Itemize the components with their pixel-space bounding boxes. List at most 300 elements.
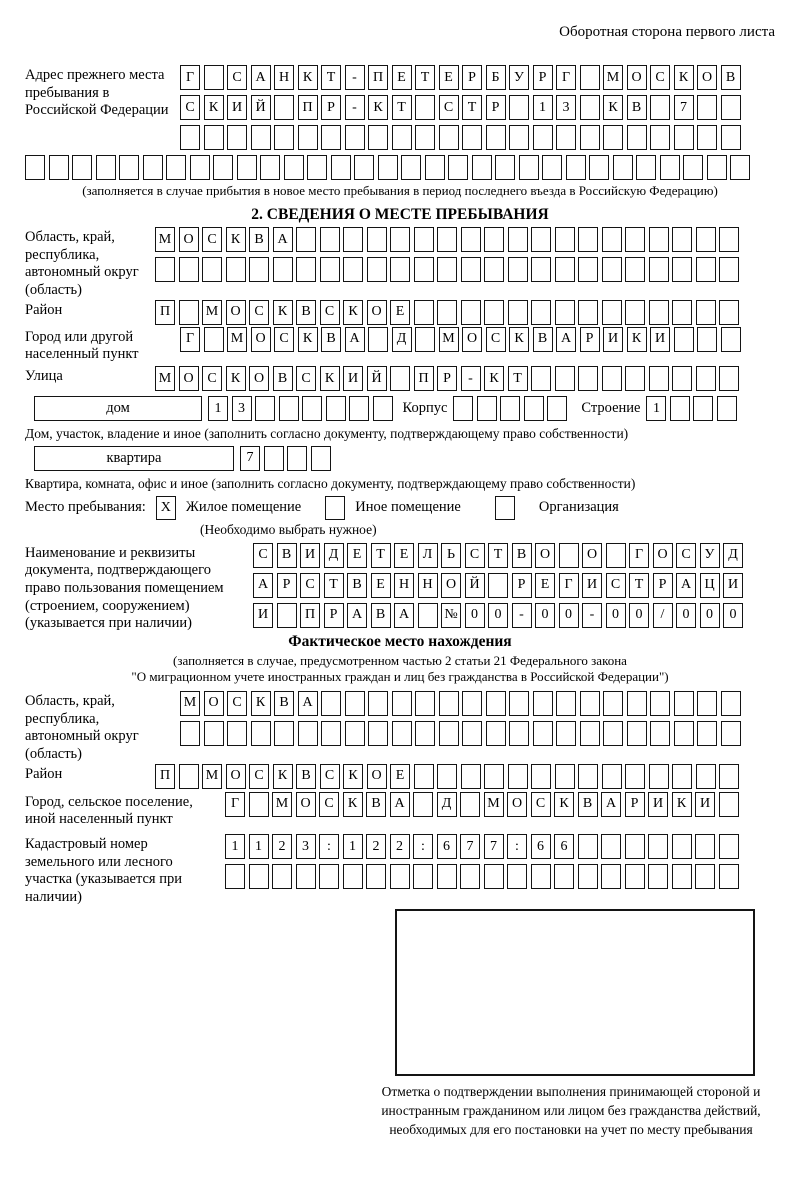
- char-cell[interactable]: [414, 764, 434, 789]
- char-cell[interactable]: [368, 721, 388, 746]
- char-cell[interactable]: [415, 327, 435, 352]
- char-cell[interactable]: [672, 300, 692, 325]
- char-cell[interactable]: [672, 764, 692, 789]
- char-cell[interactable]: [437, 300, 457, 325]
- char-cell[interactable]: [555, 300, 575, 325]
- char-cell[interactable]: В: [296, 300, 316, 325]
- char-cell[interactable]: [249, 792, 269, 817]
- char-cell[interactable]: [625, 834, 645, 859]
- char-cell[interactable]: Р: [533, 65, 553, 90]
- char-cell[interactable]: 0: [676, 603, 696, 628]
- char-cell[interactable]: [484, 864, 504, 889]
- char-cell[interactable]: [578, 864, 598, 889]
- char-cell[interactable]: [672, 864, 692, 889]
- char-cell[interactable]: И: [648, 792, 668, 817]
- char-cell[interactable]: [719, 366, 739, 391]
- char-cell[interactable]: [672, 257, 692, 282]
- char-cell[interactable]: [415, 721, 435, 746]
- char-cell[interactable]: 7: [460, 834, 480, 859]
- char-cell[interactable]: 0: [629, 603, 649, 628]
- char-cell[interactable]: [414, 227, 434, 252]
- char-cell[interactable]: [367, 227, 387, 252]
- char-cell[interactable]: К: [320, 366, 340, 391]
- char-cell[interactable]: [166, 155, 186, 180]
- char-cell[interactable]: Е: [535, 573, 555, 598]
- char-cell[interactable]: [179, 257, 199, 282]
- char-cell[interactable]: 3: [556, 95, 576, 120]
- char-cell[interactable]: [580, 65, 600, 90]
- char-cell[interactable]: [320, 227, 340, 252]
- char-cell[interactable]: О: [226, 300, 246, 325]
- char-cell[interactable]: [204, 721, 224, 746]
- char-cell[interactable]: [625, 300, 645, 325]
- char-cell[interactable]: [439, 721, 459, 746]
- char-cell[interactable]: [249, 864, 269, 889]
- char-cell[interactable]: [719, 864, 739, 889]
- char-cell[interactable]: [462, 691, 482, 716]
- char-cell[interactable]: В: [721, 65, 741, 90]
- char-cell[interactable]: [204, 65, 224, 90]
- char-cell[interactable]: [555, 366, 575, 391]
- char-cell[interactable]: К: [226, 227, 246, 252]
- char-cell[interactable]: [413, 792, 433, 817]
- char-cell[interactable]: С: [249, 300, 269, 325]
- char-cell[interactable]: С: [320, 300, 340, 325]
- char-cell[interactable]: -: [345, 95, 365, 120]
- char-cell[interactable]: Д: [723, 543, 743, 568]
- char-cell[interactable]: [580, 721, 600, 746]
- char-cell[interactable]: [484, 300, 504, 325]
- char-cell[interactable]: М: [439, 327, 459, 352]
- char-cell[interactable]: [672, 366, 692, 391]
- char-cell[interactable]: Г: [180, 65, 200, 90]
- char-cell[interactable]: Е: [390, 764, 410, 789]
- char-cell[interactable]: [143, 155, 163, 180]
- char-cell[interactable]: [437, 764, 457, 789]
- char-cell[interactable]: И: [650, 327, 670, 352]
- char-cell[interactable]: О: [507, 792, 527, 817]
- char-cell[interactable]: [555, 227, 575, 252]
- char-cell[interactable]: [461, 227, 481, 252]
- char-cell[interactable]: Т: [629, 573, 649, 598]
- char-cell[interactable]: [721, 721, 741, 746]
- char-cell[interactable]: [354, 155, 374, 180]
- char-cell[interactable]: [390, 257, 410, 282]
- char-cell[interactable]: Р: [437, 366, 457, 391]
- char-cell[interactable]: В: [533, 327, 553, 352]
- residence-checkbox-zhiloe[interactable]: X: [156, 496, 176, 520]
- char-cell[interactable]: Г: [559, 573, 579, 598]
- char-cell[interactable]: Е: [347, 543, 367, 568]
- char-cell[interactable]: [472, 155, 492, 180]
- char-cell[interactable]: М: [603, 65, 623, 90]
- char-cell[interactable]: [509, 691, 529, 716]
- char-cell[interactable]: [531, 257, 551, 282]
- char-cell[interactable]: [556, 125, 576, 150]
- char-cell[interactable]: [603, 691, 623, 716]
- char-cell[interactable]: [392, 691, 412, 716]
- char-cell[interactable]: [625, 227, 645, 252]
- char-cell[interactable]: А: [390, 792, 410, 817]
- char-cell[interactable]: [366, 864, 386, 889]
- char-cell[interactable]: 7: [674, 95, 694, 120]
- char-cell[interactable]: [413, 864, 433, 889]
- char-cell[interactable]: Р: [324, 603, 344, 628]
- char-cell[interactable]: 0: [559, 603, 579, 628]
- char-cell[interactable]: К: [674, 65, 694, 90]
- char-cell[interactable]: [274, 95, 294, 120]
- char-cell[interactable]: В: [296, 764, 316, 789]
- char-cell[interactable]: С: [650, 65, 670, 90]
- char-cell[interactable]: М: [155, 366, 175, 391]
- char-cell[interactable]: [625, 864, 645, 889]
- char-cell[interactable]: А: [347, 603, 367, 628]
- char-cell[interactable]: -: [345, 65, 365, 90]
- char-cell[interactable]: А: [556, 327, 576, 352]
- residence-checkbox-inoe[interactable]: [325, 496, 345, 520]
- char-cell[interactable]: [179, 300, 199, 325]
- char-cell[interactable]: [648, 864, 668, 889]
- char-cell[interactable]: [578, 227, 598, 252]
- char-cell[interactable]: [461, 300, 481, 325]
- char-cell[interactable]: О: [653, 543, 673, 568]
- char-cell[interactable]: [649, 764, 669, 789]
- char-cell[interactable]: Е: [439, 65, 459, 90]
- char-cell[interactable]: Б: [486, 65, 506, 90]
- char-cell[interactable]: [672, 227, 692, 252]
- char-cell[interactable]: И: [227, 95, 247, 120]
- char-cell[interactable]: [719, 300, 739, 325]
- char-cell[interactable]: [578, 834, 598, 859]
- char-cell[interactable]: [625, 764, 645, 789]
- char-cell[interactable]: [555, 257, 575, 282]
- char-cell[interactable]: И: [582, 573, 602, 598]
- char-cell[interactable]: Е: [392, 65, 412, 90]
- char-cell[interactable]: Т: [321, 65, 341, 90]
- char-cell[interactable]: [719, 792, 739, 817]
- char-cell[interactable]: [484, 257, 504, 282]
- char-cell[interactable]: П: [414, 366, 434, 391]
- char-cell[interactable]: К: [554, 792, 574, 817]
- char-cell[interactable]: К: [226, 366, 246, 391]
- char-cell[interactable]: [602, 300, 622, 325]
- char-cell[interactable]: В: [273, 366, 293, 391]
- char-cell[interactable]: Л: [418, 543, 438, 568]
- char-cell[interactable]: Й: [251, 95, 271, 120]
- char-cell[interactable]: [531, 764, 551, 789]
- char-cell[interactable]: О: [367, 300, 387, 325]
- char-cell[interactable]: [437, 864, 457, 889]
- char-cell[interactable]: [486, 125, 506, 150]
- char-cell[interactable]: О: [367, 764, 387, 789]
- char-cell[interactable]: [319, 864, 339, 889]
- char-cell[interactable]: [674, 327, 694, 352]
- char-cell[interactable]: [589, 155, 609, 180]
- char-cell[interactable]: И: [300, 543, 320, 568]
- char-cell[interactable]: [696, 257, 716, 282]
- char-cell[interactable]: [683, 155, 703, 180]
- char-cell[interactable]: [649, 300, 669, 325]
- char-cell[interactable]: [484, 227, 504, 252]
- char-cell[interactable]: [25, 155, 45, 180]
- char-cell[interactable]: Н: [274, 65, 294, 90]
- char-cell[interactable]: Й: [465, 573, 485, 598]
- char-cell[interactable]: [533, 691, 553, 716]
- char-cell[interactable]: О: [535, 543, 555, 568]
- char-cell[interactable]: [298, 125, 318, 150]
- char-cell[interactable]: [719, 227, 739, 252]
- char-cell[interactable]: Т: [392, 95, 412, 120]
- char-cell[interactable]: [660, 155, 680, 180]
- char-cell[interactable]: [437, 257, 457, 282]
- char-cell[interactable]: [343, 227, 363, 252]
- char-cell[interactable]: Д: [437, 792, 457, 817]
- char-cell[interactable]: Й: [367, 366, 387, 391]
- char-cell[interactable]: [508, 257, 528, 282]
- char-cell[interactable]: 3: [296, 834, 316, 859]
- char-cell[interactable]: 6: [437, 834, 457, 859]
- char-cell[interactable]: [274, 721, 294, 746]
- char-cell[interactable]: [180, 721, 200, 746]
- char-cell[interactable]: [533, 721, 553, 746]
- char-cell[interactable]: Т: [324, 573, 344, 598]
- char-cell[interactable]: 3: [232, 396, 252, 421]
- char-cell[interactable]: [296, 227, 316, 252]
- char-cell[interactable]: К: [368, 95, 388, 120]
- char-cell[interactable]: [273, 257, 293, 282]
- char-cell[interactable]: [190, 155, 210, 180]
- char-cell[interactable]: 1: [646, 396, 666, 421]
- char-cell[interactable]: [49, 155, 69, 180]
- char-cell[interactable]: :: [319, 834, 339, 859]
- char-cell[interactable]: Н: [418, 573, 438, 598]
- char-cell[interactable]: [251, 721, 271, 746]
- char-cell[interactable]: [349, 396, 369, 421]
- char-cell[interactable]: П: [368, 65, 388, 90]
- char-cell[interactable]: [392, 721, 412, 746]
- char-cell[interactable]: [461, 257, 481, 282]
- char-cell[interactable]: А: [251, 65, 271, 90]
- char-cell[interactable]: И: [695, 792, 715, 817]
- char-cell[interactable]: [390, 864, 410, 889]
- char-cell[interactable]: [603, 721, 623, 746]
- char-cell[interactable]: [508, 300, 528, 325]
- char-cell[interactable]: П: [298, 95, 318, 120]
- char-cell[interactable]: Е: [371, 573, 391, 598]
- char-cell[interactable]: [697, 125, 717, 150]
- char-cell[interactable]: [462, 125, 482, 150]
- char-cell[interactable]: [390, 366, 410, 391]
- char-cell[interactable]: Ц: [700, 573, 720, 598]
- char-cell[interactable]: С: [531, 792, 551, 817]
- char-cell[interactable]: [462, 721, 482, 746]
- char-cell[interactable]: Т: [488, 543, 508, 568]
- char-cell[interactable]: [719, 257, 739, 282]
- char-cell[interactable]: [578, 366, 598, 391]
- char-cell[interactable]: [320, 257, 340, 282]
- char-cell[interactable]: [414, 300, 434, 325]
- char-cell[interactable]: С: [202, 366, 222, 391]
- char-cell[interactable]: [696, 227, 716, 252]
- char-cell[interactable]: 7: [484, 834, 504, 859]
- char-cell[interactable]: [204, 125, 224, 150]
- char-cell[interactable]: [721, 125, 741, 150]
- char-cell[interactable]: [721, 95, 741, 120]
- char-cell[interactable]: Р: [462, 65, 482, 90]
- char-cell[interactable]: О: [296, 792, 316, 817]
- char-cell[interactable]: 2: [272, 834, 292, 859]
- char-cell[interactable]: [415, 125, 435, 150]
- char-cell[interactable]: 1: [343, 834, 363, 859]
- char-cell[interactable]: [227, 721, 247, 746]
- char-cell[interactable]: Н: [394, 573, 414, 598]
- char-cell[interactable]: Р: [321, 95, 341, 120]
- char-cell[interactable]: [180, 125, 200, 150]
- char-cell[interactable]: [531, 366, 551, 391]
- char-cell[interactable]: В: [578, 792, 598, 817]
- char-cell[interactable]: [697, 95, 717, 120]
- char-cell[interactable]: [418, 603, 438, 628]
- char-cell[interactable]: [602, 366, 622, 391]
- char-cell[interactable]: С: [274, 327, 294, 352]
- char-cell[interactable]: С: [676, 543, 696, 568]
- char-cell[interactable]: Д: [324, 543, 344, 568]
- char-cell[interactable]: В: [274, 691, 294, 716]
- char-cell[interactable]: О: [441, 573, 461, 598]
- char-cell[interactable]: [345, 125, 365, 150]
- char-cell[interactable]: Д: [392, 327, 412, 352]
- char-cell[interactable]: С: [253, 543, 273, 568]
- char-cell[interactable]: [415, 95, 435, 120]
- char-cell[interactable]: М: [202, 764, 222, 789]
- char-cell[interactable]: Г: [225, 792, 245, 817]
- char-cell[interactable]: О: [251, 327, 271, 352]
- char-cell[interactable]: [649, 366, 669, 391]
- char-cell[interactable]: А: [345, 327, 365, 352]
- char-cell[interactable]: 2: [390, 834, 410, 859]
- char-cell[interactable]: [542, 155, 562, 180]
- char-cell[interactable]: П: [300, 603, 320, 628]
- char-cell[interactable]: О: [627, 65, 647, 90]
- char-cell[interactable]: [649, 227, 669, 252]
- char-cell[interactable]: У: [700, 543, 720, 568]
- char-cell[interactable]: [486, 691, 506, 716]
- char-cell[interactable]: [284, 155, 304, 180]
- char-cell[interactable]: [508, 764, 528, 789]
- char-cell[interactable]: [674, 721, 694, 746]
- char-cell[interactable]: [237, 155, 257, 180]
- char-cell[interactable]: [260, 155, 280, 180]
- char-cell[interactable]: [204, 327, 224, 352]
- char-cell[interactable]: [368, 125, 388, 150]
- char-cell[interactable]: [495, 155, 515, 180]
- char-cell[interactable]: [202, 257, 222, 282]
- char-cell[interactable]: К: [298, 65, 318, 90]
- char-cell[interactable]: А: [253, 573, 273, 598]
- char-cell[interactable]: О: [582, 543, 602, 568]
- char-cell[interactable]: С: [606, 573, 626, 598]
- char-cell[interactable]: П: [155, 764, 175, 789]
- char-cell[interactable]: Г: [556, 65, 576, 90]
- char-cell[interactable]: [414, 257, 434, 282]
- char-cell[interactable]: [439, 691, 459, 716]
- char-cell[interactable]: [674, 691, 694, 716]
- char-cell[interactable]: [580, 691, 600, 716]
- char-cell[interactable]: К: [672, 792, 692, 817]
- char-cell[interactable]: [507, 864, 527, 889]
- char-cell[interactable]: И: [343, 366, 363, 391]
- char-cell[interactable]: [531, 227, 551, 252]
- char-cell[interactable]: 1: [208, 396, 228, 421]
- char-cell[interactable]: К: [273, 300, 293, 325]
- char-cell[interactable]: М: [180, 691, 200, 716]
- char-cell[interactable]: [602, 764, 622, 789]
- char-cell[interactable]: [453, 396, 473, 421]
- char-cell[interactable]: [730, 155, 750, 180]
- char-cell[interactable]: М: [272, 792, 292, 817]
- char-cell[interactable]: [721, 691, 741, 716]
- char-cell[interactable]: [509, 125, 529, 150]
- char-cell[interactable]: В: [249, 227, 269, 252]
- char-cell[interactable]: С: [439, 95, 459, 120]
- char-cell[interactable]: С: [300, 573, 320, 598]
- char-cell[interactable]: [613, 155, 633, 180]
- char-cell[interactable]: [272, 864, 292, 889]
- char-cell[interactable]: [368, 691, 388, 716]
- char-cell[interactable]: [670, 396, 690, 421]
- char-cell[interactable]: [307, 155, 327, 180]
- char-cell[interactable]: И: [253, 603, 273, 628]
- char-cell[interactable]: [601, 834, 621, 859]
- char-cell[interactable]: [461, 764, 481, 789]
- char-cell[interactable]: [500, 396, 520, 421]
- char-cell[interactable]: Г: [180, 327, 200, 352]
- char-cell[interactable]: В: [347, 573, 367, 598]
- char-cell[interactable]: [378, 155, 398, 180]
- char-cell[interactable]: [695, 864, 715, 889]
- char-cell[interactable]: 1: [225, 834, 245, 859]
- char-cell[interactable]: [321, 721, 341, 746]
- char-cell[interactable]: 6: [531, 834, 551, 859]
- char-cell[interactable]: [249, 257, 269, 282]
- char-cell[interactable]: [255, 396, 275, 421]
- char-cell[interactable]: [696, 764, 716, 789]
- char-cell[interactable]: [302, 396, 322, 421]
- char-cell[interactable]: [390, 227, 410, 252]
- char-cell[interactable]: В: [321, 327, 341, 352]
- char-cell[interactable]: [227, 125, 247, 150]
- char-cell[interactable]: [559, 543, 579, 568]
- char-cell[interactable]: К: [343, 764, 363, 789]
- char-cell[interactable]: [566, 155, 586, 180]
- char-cell[interactable]: [648, 834, 668, 859]
- char-cell[interactable]: [264, 446, 284, 471]
- char-cell[interactable]: Ь: [441, 543, 461, 568]
- char-cell[interactable]: [533, 125, 553, 150]
- char-cell[interactable]: [509, 721, 529, 746]
- char-cell[interactable]: [697, 327, 717, 352]
- char-cell[interactable]: [509, 95, 529, 120]
- char-cell[interactable]: [277, 603, 297, 628]
- char-cell[interactable]: [251, 125, 271, 150]
- char-cell[interactable]: 0: [606, 603, 626, 628]
- char-cell[interactable]: И: [723, 573, 743, 598]
- char-cell[interactable]: Е: [394, 543, 414, 568]
- char-cell[interactable]: 0: [700, 603, 720, 628]
- char-cell[interactable]: П: [155, 300, 175, 325]
- char-cell[interactable]: М: [484, 792, 504, 817]
- char-cell[interactable]: -: [582, 603, 602, 628]
